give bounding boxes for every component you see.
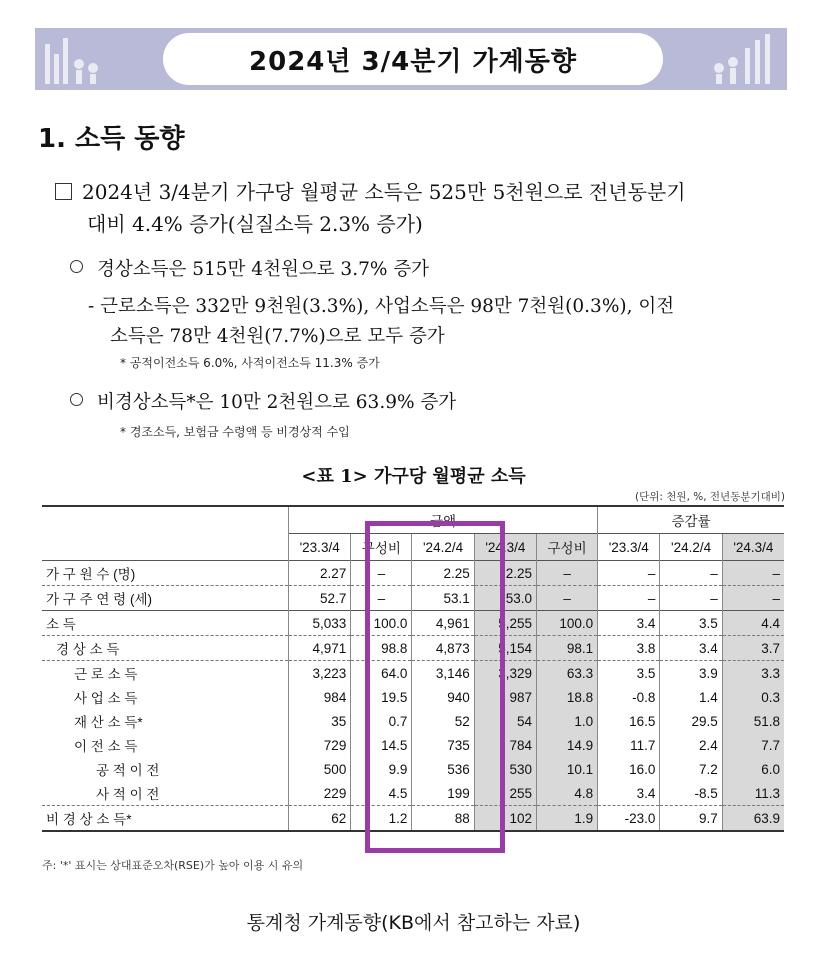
table-cell: -8.5: [660, 781, 722, 806]
table-cell: 3,329: [474, 661, 536, 686]
table-cell: 2.25: [412, 561, 474, 586]
table-cell: 4,971: [289, 636, 351, 661]
table-cell: 64.0: [351, 661, 412, 686]
table-cell: 88: [412, 806, 474, 832]
table-cell: 63.9: [722, 806, 784, 832]
table-cell: 51.8: [722, 709, 784, 733]
table-cell: –: [351, 586, 412, 611]
table-row: [42, 611, 784, 636]
table-cell: 52.7: [289, 586, 351, 611]
source-caption: 통계청 가계동향(KB에서 참고하는 자료): [246, 912, 581, 934]
table-cell: 29.5: [660, 709, 722, 733]
income-table: [42, 505, 784, 832]
table-cell: 9.9: [351, 757, 412, 781]
table-cell: 7.2: [660, 757, 722, 781]
table-cell: 11.7: [598, 733, 660, 757]
table-cell: –: [722, 586, 784, 611]
circle-bullet-icon: [70, 393, 83, 406]
table-cell: 10.1: [537, 757, 598, 781]
table-cell: 3.4: [598, 781, 660, 806]
table-cell: 102: [474, 806, 536, 832]
table-cell: -23.0: [598, 806, 660, 832]
bar-graphic-right: [709, 34, 779, 84]
table-cell: 4,873: [412, 636, 474, 661]
table-cell: 1.2: [351, 806, 412, 832]
table-cell: 500: [289, 757, 351, 781]
table-row: [42, 757, 784, 781]
table-cell: 35: [289, 709, 351, 733]
table-cell: 4,961: [412, 611, 474, 636]
table-cell: 6.0: [722, 757, 784, 781]
table-cell: 18.8: [537, 685, 598, 709]
row-label: 사 업 소 득: [74, 691, 138, 706]
table-group-header: [42, 506, 784, 534]
main-bullet-line1: 2024년 3/4분기 가구당 월평균 소득은 525만 5천원으로 전년동분기: [82, 180, 686, 204]
table-cell: 3,223: [289, 661, 351, 686]
ordinary-detail-line1: - 근로소득은 332만 9천원(3.3%), 사업소득은 98만 7천원(0.3%), 이전: [88, 296, 675, 317]
row-label: 가 구 원 수 (명): [42, 561, 289, 586]
table-cell: 16.0: [598, 757, 660, 781]
table-cell: 11.3: [722, 781, 784, 806]
table-cell: 1.0: [537, 709, 598, 733]
table-cell: 98.8: [351, 636, 412, 661]
ordinary-note: * 공적이전소득 6.0%, 사적이전소득 11.3% 증가: [120, 356, 380, 370]
nonordinary-text: 비경상소득*은 10만 2천원으로 63.9% 증가: [97, 392, 457, 413]
table-cell: 98.1: [537, 636, 598, 661]
table-cell: 729: [289, 733, 351, 757]
ordinary-text: 경상소득은 515만 4천원으로 3.7% 증가: [97, 259, 430, 280]
table-unit: (단위: 천원, %, 전년동분기대비): [635, 491, 785, 503]
table-cell: -0.8: [598, 685, 660, 709]
table-cell: 3.5: [660, 611, 722, 636]
table-cell: –: [537, 561, 598, 586]
col-header: '24.2/4: [412, 534, 474, 561]
table-cell: 53.0: [474, 586, 536, 611]
table-cell: –: [722, 561, 784, 586]
row-label: 공 적 이 전: [96, 763, 160, 778]
table-cell: –: [351, 561, 412, 586]
table-cell: 3.3: [722, 661, 784, 686]
table-cell: 987: [474, 685, 536, 709]
table-cell: 5,255: [474, 611, 536, 636]
table-cell: 2.27: [289, 561, 351, 586]
row-label: 근 로 소 득: [42, 661, 289, 686]
table-cell: 14.5: [351, 733, 412, 757]
table-cell: 0.3: [722, 685, 784, 709]
col-header: '24.2/4: [660, 534, 722, 561]
table-cell: 100.0: [351, 611, 412, 636]
row-label: 소 득: [42, 611, 289, 636]
row-label: 이 전 소 득: [74, 739, 138, 754]
table-cell: –: [660, 586, 722, 611]
col-header: 구성비: [537, 534, 598, 561]
table-cell: 9.7: [660, 806, 722, 832]
table-cell: 5,033: [289, 611, 351, 636]
banner-title: 2024년 3/4분기 가계동향: [163, 33, 663, 85]
table-cell: 1.9: [537, 806, 598, 832]
table-row: [42, 806, 784, 832]
circle-bullet-icon: [70, 260, 83, 273]
row-label: 사 적 이 전: [96, 787, 160, 802]
nonordinary-bullet: [70, 388, 456, 414]
main-bullet: [55, 176, 686, 205]
section-heading: 1. 소득 동향: [38, 124, 185, 154]
table-cell: 3.9: [660, 661, 722, 686]
table-cell: 19.5: [351, 685, 412, 709]
ordinary-bullet: [70, 255, 429, 281]
table-row: [42, 586, 784, 611]
table-cell: 53.1: [412, 586, 474, 611]
table-cell: –: [598, 561, 660, 586]
table-cell: 63.3: [537, 661, 598, 686]
table-row: [42, 561, 784, 586]
table-cell: 62: [289, 806, 351, 832]
table-cell: 784: [474, 733, 536, 757]
table-cell: 16.5: [598, 709, 660, 733]
table-cell: 530: [474, 757, 536, 781]
col-header: '23.3/4: [289, 534, 351, 561]
col-header: '23.3/4: [598, 534, 660, 561]
table-cell: 984: [289, 685, 351, 709]
col-header: 구성비: [351, 534, 412, 561]
table-cell: 3.4: [598, 611, 660, 636]
table-cell: 4.8: [537, 781, 598, 806]
row-label: 재 산 소 득*: [74, 715, 143, 730]
table-row: [42, 733, 784, 757]
table-cell: 3.5: [598, 661, 660, 686]
table-caption: <표 1> 가구당 월평균 소득: [301, 466, 526, 487]
table-cell: 255: [474, 781, 536, 806]
table-cell: 52: [412, 709, 474, 733]
table-cell: 3,146: [412, 661, 474, 686]
table-cell: 0.7: [351, 709, 412, 733]
table-cell: 3.8: [598, 636, 660, 661]
row-label: 가 구 주 연 령 (세): [42, 586, 289, 611]
title-banner: [35, 28, 787, 90]
table-cell: 735: [412, 733, 474, 757]
table-cell: 5,154: [474, 636, 536, 661]
table-row: [42, 661, 784, 686]
table-cell: 4.4: [722, 611, 784, 636]
checkbox-icon: [55, 183, 72, 200]
table-body: [42, 561, 784, 832]
table-cell: 536: [412, 757, 474, 781]
table-cell: –: [598, 586, 660, 611]
table-cell: 3.4: [660, 636, 722, 661]
row-label: 비 경 상 소 득*: [42, 806, 289, 832]
main-bullet-line2: 대비 4.4% 증가(실질소득 2.3% 증가): [87, 212, 423, 236]
table-row: [42, 709, 784, 733]
table-cell: –: [660, 561, 722, 586]
group-amount: 금액: [289, 506, 598, 534]
table-row: [42, 685, 784, 709]
table-cell: 2.25: [474, 561, 536, 586]
table-row: [42, 636, 784, 661]
table-cell: 199: [412, 781, 474, 806]
table-cell: 1.4: [660, 685, 722, 709]
col-header: '24.3/4: [474, 534, 536, 561]
col-header: '24.3/4: [722, 534, 784, 561]
table-cell: 940: [412, 685, 474, 709]
nonordinary-note: * 경조소득, 보험금 수령액 등 비경상적 수입: [120, 425, 350, 439]
row-label: 경 상 소 득: [42, 636, 289, 661]
table-cell: 14.9: [537, 733, 598, 757]
table-cell: 229: [289, 781, 351, 806]
table-cell: 4.5: [351, 781, 412, 806]
table-cell: 2.4: [660, 733, 722, 757]
bar-graphic-left: [43, 34, 113, 84]
table-cell: 7.7: [722, 733, 784, 757]
table-row: [42, 781, 784, 806]
table-cell: 100.0: [537, 611, 598, 636]
group-change: 증감률: [598, 506, 784, 534]
table-cell: 3.7: [722, 636, 784, 661]
table-cell: –: [537, 586, 598, 611]
ordinary-detail-line2: 소득은 78만 4천원(7.7%)으로 모두 증가: [110, 326, 445, 347]
table-footnote: 주: '*' 표시는 상대표준오차(RSE)가 높아 이용 시 유의: [42, 859, 304, 872]
table-cell: 54: [474, 709, 536, 733]
